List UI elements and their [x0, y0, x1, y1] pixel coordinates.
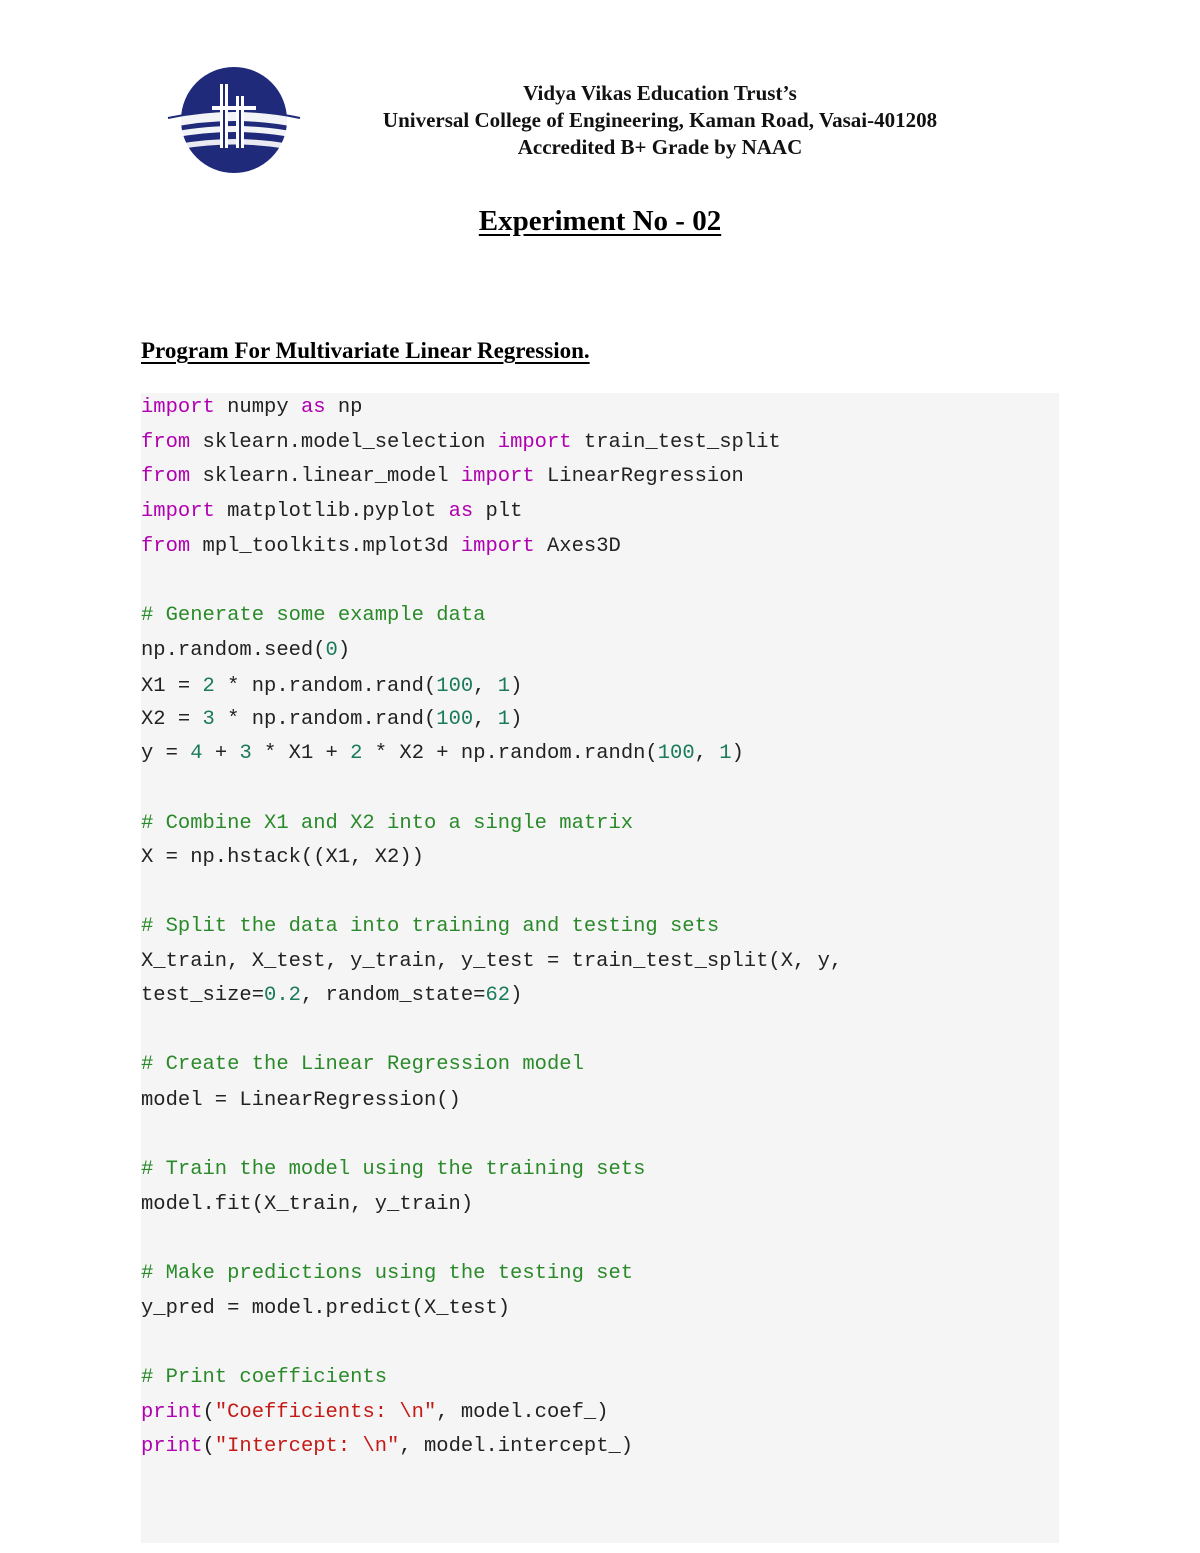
- code-token: import: [141, 396, 215, 419]
- code-token: import: [141, 500, 215, 523]
- code-token: 62: [485, 984, 511, 1007]
- program-title: Program For Multivariate Linear Regression.: [141, 338, 590, 363]
- code-token: 1: [497, 675, 511, 698]
- code-token: train_test_split: [571, 431, 781, 454]
- code-token: print: [141, 1435, 203, 1458]
- code-line: [141, 846, 424, 869]
- code-token: ): [731, 742, 744, 765]
- code-token: model.fit(X_train, y_train): [141, 1193, 474, 1216]
- code-line: [141, 675, 522, 698]
- institution-header: [330, 80, 990, 161]
- code-token: ): [510, 708, 523, 731]
- institution-logo: [164, 66, 304, 174]
- code-token: print: [141, 1401, 203, 1424]
- code-token: , model.intercept_): [399, 1435, 634, 1458]
- code-token: 2: [350, 742, 363, 765]
- code-token: 100: [657, 742, 695, 765]
- code-token: numpy: [214, 396, 301, 419]
- code-token: sklearn.model_selection: [190, 431, 498, 454]
- code-line: [141, 1053, 584, 1076]
- code-token: plt: [473, 500, 523, 523]
- code-line: [141, 812, 633, 835]
- code-line: [141, 431, 781, 454]
- code-token: (: [202, 1401, 215, 1424]
- code-token: 2: [202, 675, 215, 698]
- code-line: [141, 915, 719, 938]
- code-token: test_size=: [141, 984, 265, 1007]
- code-token: import: [497, 431, 572, 454]
- code-token: ,: [473, 675, 498, 698]
- code-token: from: [141, 465, 191, 488]
- code-token: np.random.seed(: [141, 639, 326, 662]
- code-token: X = np.hstack((X1, X2)): [141, 846, 424, 869]
- code-token: "Intercept: \n": [214, 1435, 400, 1458]
- experiment-title: Experiment No - 02: [478, 205, 722, 237]
- code-token: ): [510, 984, 523, 1007]
- code-token: from: [141, 535, 191, 558]
- code-token: # Train the model using the training sets: [141, 1158, 646, 1181]
- code-token: , random_state=: [300, 984, 486, 1007]
- code-token: 0.2: [264, 984, 301, 1007]
- code-line: [141, 1193, 473, 1216]
- trust-name: Vidya Vikas Education Trust’s: [523, 81, 797, 105]
- code-token: import: [460, 465, 535, 488]
- code-token: as: [448, 500, 474, 523]
- code-token: matplotlib.pyplot: [214, 500, 449, 523]
- code-line: [141, 1435, 633, 1458]
- code-listing: [141, 393, 843, 1458]
- code-token: # Make predictions using the testing set: [141, 1262, 634, 1285]
- code-token: "Coefficients: \n": [214, 1401, 437, 1424]
- code-line: [141, 604, 485, 627]
- code-token: Axes3D: [534, 535, 621, 558]
- code-token: ): [510, 675, 523, 698]
- code-token: 1: [719, 742, 732, 765]
- code-line: [141, 500, 522, 523]
- code-token: 100: [436, 675, 474, 698]
- code-line: [141, 396, 362, 419]
- code-token: * X1 +: [251, 742, 351, 765]
- code-token: y =: [141, 742, 191, 765]
- code-token: # Combine X1 and X2 into a single matrix: [141, 812, 634, 835]
- code-line: [141, 465, 744, 488]
- code-line: [141, 984, 522, 1007]
- code-token: # Generate some example data: [141, 604, 486, 627]
- code-token: model = LinearRegression(): [141, 1089, 461, 1112]
- code-token: 1: [497, 708, 511, 731]
- code-line: [141, 1366, 387, 1389]
- code-token: * X2 + np.random.randn(: [362, 742, 658, 765]
- college-name: Universal College of Engineering, Kaman Road, Vasai-401208: [382, 108, 938, 132]
- code-token: X_train, X_test, y_train, y_test = train_test_split(X, y,: [141, 950, 843, 973]
- code-line: [141, 1262, 633, 1285]
- code-line: [141, 950, 842, 973]
- code-token: 100: [436, 708, 474, 731]
- code-token: import: [460, 535, 535, 558]
- accreditation: Accredited B+ Grade by NAAC: [517, 135, 803, 159]
- code-token: # Print coefficients: [141, 1366, 388, 1389]
- code-token: +: [202, 742, 240, 765]
- code-block: [141, 393, 1059, 1543]
- code-token: from: [141, 431, 191, 454]
- code-line: [141, 1297, 510, 1320]
- code-token: ,: [473, 708, 498, 731]
- code-token: X1 =: [141, 675, 203, 698]
- code-token: X2 =: [141, 708, 203, 731]
- code-line: [141, 639, 350, 662]
- code-line: [141, 1401, 609, 1424]
- code-token: 3: [239, 742, 252, 765]
- code-token: * np.random.rand(: [214, 675, 437, 698]
- code-token: ,: [694, 742, 720, 765]
- code-token: y_pred = model.predict(X_test): [141, 1297, 511, 1320]
- code-token: , model.coef_): [436, 1401, 609, 1424]
- code-token: 4: [190, 742, 203, 765]
- code-token: * np.random.rand(: [214, 708, 437, 731]
- code-token: LinearRegression: [534, 465, 744, 488]
- code-token: 0: [325, 639, 338, 662]
- code-line: [141, 535, 621, 558]
- code-token: as: [300, 396, 326, 419]
- code-token: 3: [202, 708, 215, 731]
- code-token: np: [325, 396, 363, 419]
- code-token: # Create the Linear Regression model: [141, 1053, 584, 1076]
- code-token: # Split the data into training and testing sets: [141, 915, 720, 938]
- code-line: [141, 708, 522, 731]
- code-line: [141, 1089, 461, 1112]
- code-line: [141, 1158, 645, 1181]
- code-line: [141, 742, 744, 765]
- code-token: (: [202, 1435, 215, 1458]
- code-token: mpl_toolkits.mplot3d: [190, 535, 461, 558]
- code-token: sklearn.linear_model: [190, 465, 461, 488]
- code-token: ): [337, 639, 351, 662]
